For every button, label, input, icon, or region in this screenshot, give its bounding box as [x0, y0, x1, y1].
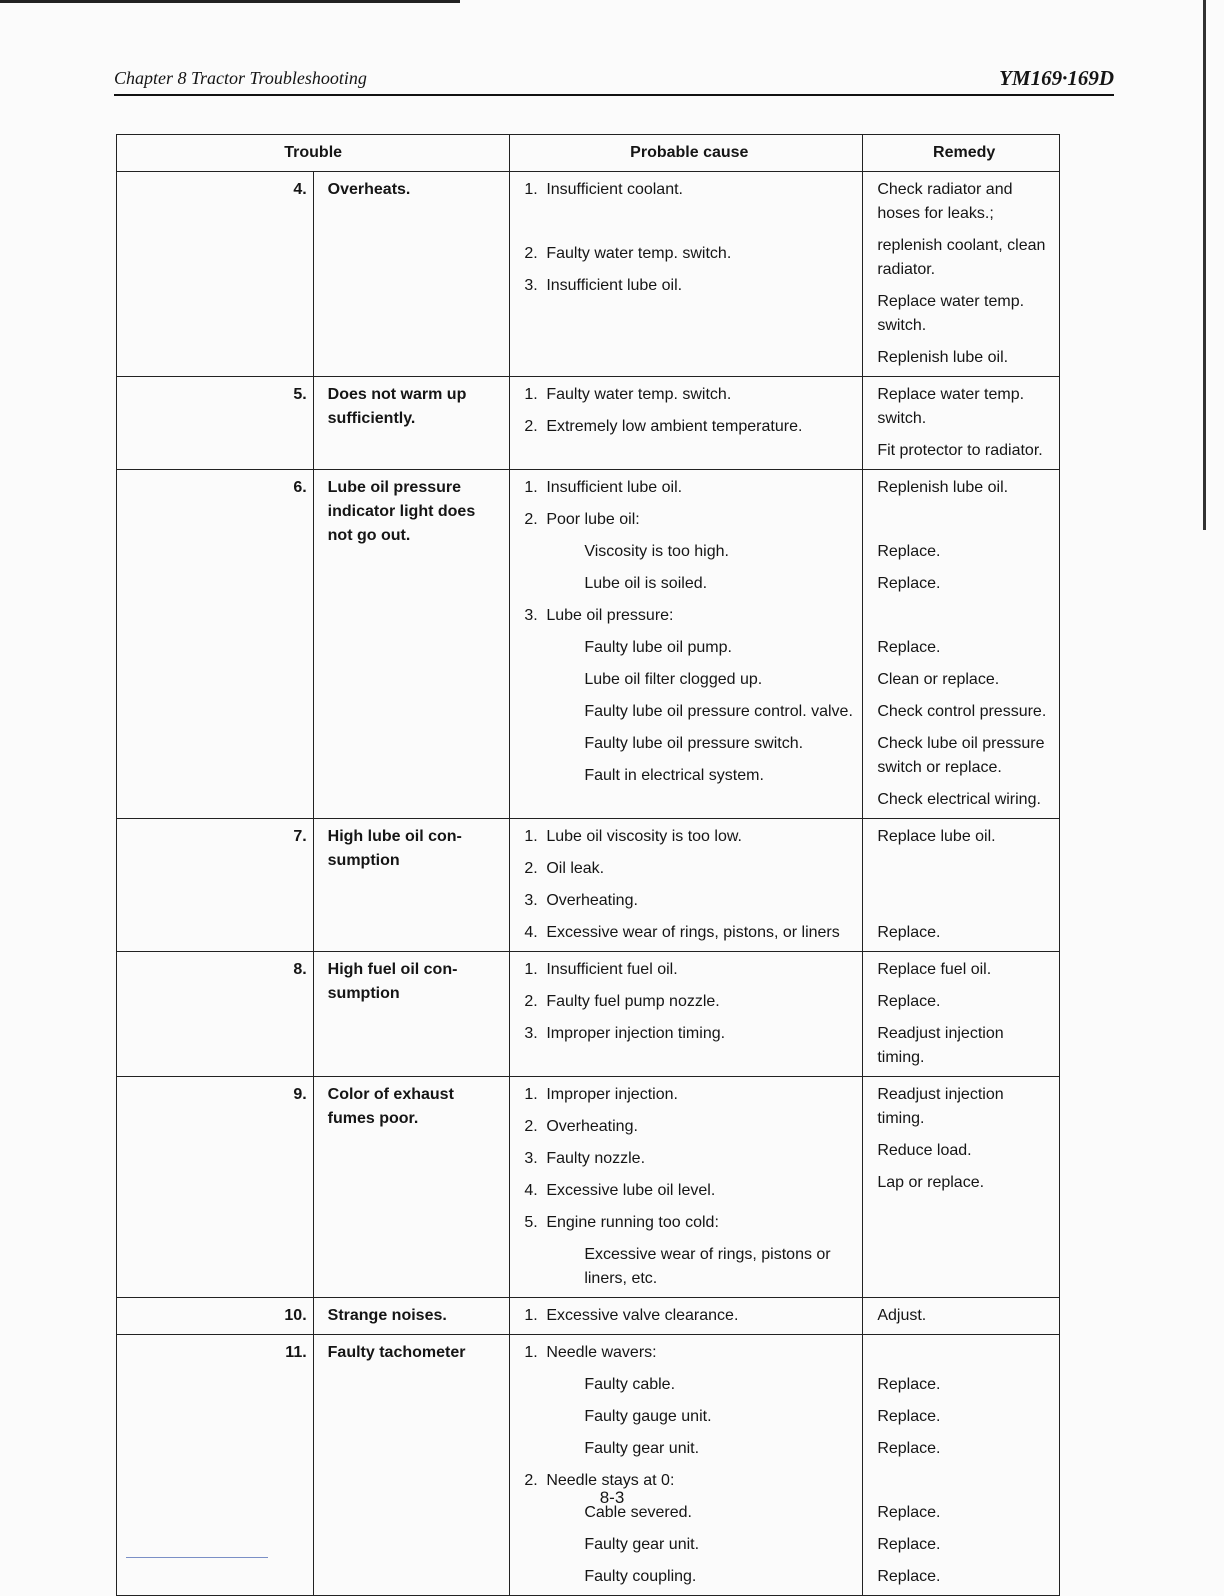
cause-text: Lube oil viscosity is too low. [546, 828, 742, 845]
cause-text: Overheating. [546, 892, 638, 909]
cause-text: Faulty water temp. switch. [546, 245, 732, 262]
remedy-text: Replace. [877, 1440, 941, 1457]
cause-number: 2. [524, 860, 538, 877]
cause-number: 1. [524, 1344, 538, 1361]
cause-line [524, 764, 854, 788]
cause-number: 3. [524, 277, 538, 294]
trouble-number: 10. [117, 1298, 314, 1335]
cause-text: Faulty gauge unit. [584, 1408, 712, 1425]
remedy-text: Replace. [877, 993, 941, 1010]
remedy-text: Replace. [877, 924, 941, 941]
remedy-text: Check radiator and hoses for leaks.; [877, 181, 1013, 222]
remedy-text: Fit protector to radiator. [877, 442, 1043, 459]
cause-text: Lube oil is soiled. [584, 575, 708, 592]
cause-text: Excessive lube oil level. [546, 1182, 716, 1199]
cause-line [524, 178, 854, 202]
remedy-text [877, 1203, 1051, 1227]
table-row [117, 1077, 1060, 1298]
cause-text: Insufficient lube oil. [546, 479, 683, 496]
cause-line [524, 476, 854, 500]
trouble-header: Trouble [117, 135, 510, 172]
cause-text: Insufficient lube oil. [546, 277, 683, 294]
cause-text: Excessive wear of rings, pistons, or liners [546, 924, 840, 941]
remedy-text: Replace. [877, 575, 941, 592]
probable-cause-cell [510, 1298, 863, 1335]
cause-number: 1. [524, 1307, 538, 1324]
cause-line [524, 1083, 854, 1107]
cause-text: Fault in electrical system. [584, 767, 764, 784]
cause-number: 1. [524, 386, 538, 403]
cause-number: 3. [524, 1025, 538, 1042]
cause-number: 3. [524, 892, 538, 909]
cause-text: Improper injection timing. [546, 1025, 726, 1042]
cause-text: Insufficient coolant. [546, 181, 683, 198]
cause-text: Faulty gear unit. [584, 1440, 700, 1457]
cause-line [524, 604, 854, 628]
cause-text: Excessive wear of rings, pistons or liners, etc. [584, 1246, 831, 1287]
remedy-header: Remedy [863, 135, 1060, 172]
cause-number: 4. [524, 1182, 538, 1199]
probable-cause-cell [510, 952, 863, 1077]
remedy-text [877, 604, 1051, 628]
table-row [117, 377, 1060, 470]
cause-text: Lube oil filter clogged up. [584, 671, 763, 688]
troubleshooting-table [116, 134, 1060, 1596]
cause-number [524, 668, 546, 692]
cause-text: Excessive valve clearance. [546, 1307, 739, 1324]
cause-line [524, 1304, 854, 1328]
cause-number [524, 1533, 546, 1557]
cause-number: 1. [524, 479, 538, 496]
cause-number: 4. [524, 924, 538, 941]
cause-number [524, 1373, 546, 1397]
remedy-text [877, 857, 1051, 881]
cause-text: Needle wavers: [546, 1344, 657, 1361]
cause-number [524, 210, 546, 234]
trouble-number: 9. [117, 1077, 314, 1298]
table-row [117, 470, 1060, 819]
remedy-text: Replace water temp. switch. [877, 386, 1025, 427]
remedy-text: Readjust injection timing. [877, 1025, 1004, 1066]
cause-number [524, 732, 546, 756]
trouble-description: High fuel oil con-sumption [313, 952, 510, 1077]
remedy-text: Check control pressure. [877, 703, 1047, 720]
cause-text: Engine running too cold: [546, 1214, 719, 1231]
cause-number [524, 764, 546, 788]
cause-line [524, 700, 854, 724]
cause-line [524, 242, 854, 266]
probable-cause-cell [510, 1335, 863, 1596]
remedy-text: Replace. [877, 1376, 941, 1393]
cause-text: Insufficient fuel oil. [546, 961, 678, 978]
cause-line [524, 825, 854, 849]
cause-number [524, 1565, 546, 1589]
remedy-cell [863, 1077, 1060, 1298]
cause-line [524, 508, 854, 532]
cause-number: 3. [524, 1150, 538, 1167]
cause-number: 1. [524, 181, 538, 198]
scan-edge-right [1203, 0, 1206, 530]
page-header [114, 64, 1114, 100]
remedy-text [877, 508, 1051, 532]
footer-line [126, 1557, 268, 1558]
remedy-text: Replace fuel oil. [877, 961, 992, 978]
cause-line [524, 1211, 854, 1235]
table-row [117, 172, 1060, 377]
cause-line [524, 1147, 854, 1171]
remedy-text: Adjust. [877, 1307, 927, 1324]
remedy-cell [863, 1298, 1060, 1335]
remedy-text: Replace. [877, 1504, 941, 1521]
probable-cause-cell [510, 470, 863, 819]
cause-number: 2. [524, 1472, 538, 1489]
cause-text [546, 210, 584, 234]
cause-line [524, 857, 854, 881]
cause-text: Faulty lube oil pressure switch. [584, 735, 804, 752]
trouble-description: Does not warm up sufficiently. [313, 377, 510, 470]
model-number: YM169·169D [999, 66, 1114, 90]
trouble-description: High lube oil con-sumption [313, 819, 510, 952]
remedy-text: Lap or replace. [877, 1174, 985, 1191]
table-row [117, 952, 1060, 1077]
cause-line [524, 1437, 854, 1461]
cause-line [524, 1341, 854, 1365]
cause-line [524, 1533, 854, 1557]
cause-line [524, 1115, 854, 1139]
remedy-text: Replenish lube oil. [877, 349, 1009, 366]
cause-line [524, 636, 854, 660]
cause-number: 1. [524, 828, 538, 845]
probable-cause-cell [510, 377, 863, 470]
cause-text: Faulty cable. [584, 1376, 676, 1393]
cause-line [524, 1022, 854, 1046]
remedy-text: Readjust injection timing. [877, 1086, 1004, 1127]
probable-cause-cell [510, 1077, 863, 1298]
remedy-text [877, 889, 1051, 913]
cause-text: Lube oil pressure: [546, 607, 674, 624]
cause-number: 2. [524, 1118, 538, 1135]
remedy-cell [863, 1335, 1060, 1596]
page-number: 8-3 [599, 1488, 625, 1507]
table-header-row [117, 135, 1060, 172]
scan-edge-top [0, 0, 460, 3]
cause-number: 3. [524, 607, 538, 624]
cause-text: Overheating. [546, 1118, 638, 1135]
cause-line [524, 668, 854, 692]
cause-text: Faulty lube oil pressure control. valve. [584, 703, 853, 720]
trouble-number: 5. [117, 377, 314, 470]
remedy-text [877, 1235, 1051, 1259]
remedy-cell [863, 952, 1060, 1077]
cause-line [524, 921, 854, 945]
cause-line [524, 1179, 854, 1203]
remedy-text: Replace. [877, 639, 941, 656]
cause-text: Needle stays at 0: [546, 1472, 675, 1489]
cause-number [524, 1243, 546, 1291]
cause-line [524, 415, 854, 439]
cause-text: Faulty gear unit. [584, 1536, 700, 1553]
trouble-description: Color of exhaust fumes poor. [313, 1077, 510, 1298]
cause-text: Faulty fuel pump nozzle. [546, 993, 720, 1010]
cause-line [524, 990, 854, 1014]
cause-number [524, 572, 546, 596]
probable-cause-cell [510, 172, 863, 377]
cause-text: Extremely low ambient temperature. [546, 418, 803, 435]
cause-line [524, 732, 854, 756]
header-rule [114, 94, 1114, 96]
probable-cause-cell [510, 819, 863, 952]
trouble-description: Strange noises. [313, 1298, 510, 1335]
cause-line [524, 572, 854, 596]
cause-line [524, 958, 854, 982]
trouble-description: Lube oil pressure indicator light does not go out. [313, 470, 510, 819]
cause-text: Faulty nozzle. [546, 1150, 646, 1167]
cause-number: 2. [524, 993, 538, 1010]
cause-text: Viscosity is too high. [584, 543, 729, 560]
remedy-text [877, 1267, 1051, 1291]
cause-header: Probable cause [510, 135, 863, 172]
cause-text: Poor lube oil: [546, 511, 640, 528]
cause-line [524, 1405, 854, 1429]
remedy-cell [863, 819, 1060, 952]
cause-number [524, 1437, 546, 1461]
cause-number: 2. [524, 511, 538, 528]
trouble-description: Faulty tachometer [313, 1335, 510, 1596]
cause-text: Faulty coupling. [584, 1568, 697, 1585]
cause-line [524, 1243, 854, 1291]
remedy-text: Check lube oil pressure switch or replace. [877, 735, 1045, 776]
remedy-text: replenish coolant, clean radiator. [877, 237, 1046, 278]
remedy-text: Replace. [877, 1536, 941, 1553]
cause-number [524, 636, 546, 660]
cause-number [524, 700, 546, 724]
remedy-cell [863, 470, 1060, 819]
trouble-number: 4. [117, 172, 314, 377]
remedy-text [877, 1341, 1051, 1365]
remedy-text: Replace. [877, 543, 941, 560]
cause-text: Improper injection. [546, 1086, 678, 1103]
cause-text: Oil leak. [546, 860, 605, 877]
remedy-text: Replace. [877, 1568, 941, 1585]
cause-line [524, 274, 854, 298]
remedy-text: Reduce load. [877, 1142, 972, 1159]
cause-line [524, 889, 854, 913]
trouble-number: 8. [117, 952, 314, 1077]
cause-number [524, 1405, 546, 1429]
trouble-number: 11. [117, 1335, 314, 1596]
trouble-number: 7. [117, 819, 314, 952]
trouble-number: 6. [117, 470, 314, 819]
table-row [117, 819, 1060, 952]
remedy-text: Replace. [877, 1408, 941, 1425]
cause-line [524, 540, 854, 564]
cause-number [524, 540, 546, 564]
cause-line [524, 1565, 854, 1589]
chapter-title: Chapter 8 Tractor Troubleshooting [114, 68, 367, 88]
cause-text: Faulty lube oil pump. [584, 639, 732, 656]
cause-number: 5. [524, 1214, 538, 1231]
remedy-text: Clean or replace. [877, 671, 1000, 688]
remedy-text: Check electrical wiring. [877, 791, 1041, 808]
cause-line [524, 383, 854, 407]
remedy-text: Replace lube oil. [877, 828, 996, 845]
cause-number: 1. [524, 961, 538, 978]
cause-number: 2. [524, 418, 538, 435]
remedy-cell [863, 377, 1060, 470]
cause-number: 1. [524, 1086, 538, 1103]
remedy-text: Replace water temp. switch. [877, 293, 1025, 334]
remedy-text: Replenish lube oil. [877, 479, 1009, 496]
trouble-description: Overheats. [313, 172, 510, 377]
cause-line [524, 1373, 854, 1397]
cause-text: Faulty water temp. switch. [546, 386, 732, 403]
table-row [117, 1298, 1060, 1335]
remedy-cell [863, 172, 1060, 377]
cause-text: Cable severed. [584, 1504, 692, 1521]
cause-line [524, 210, 854, 234]
cause-number: 2. [524, 245, 538, 262]
